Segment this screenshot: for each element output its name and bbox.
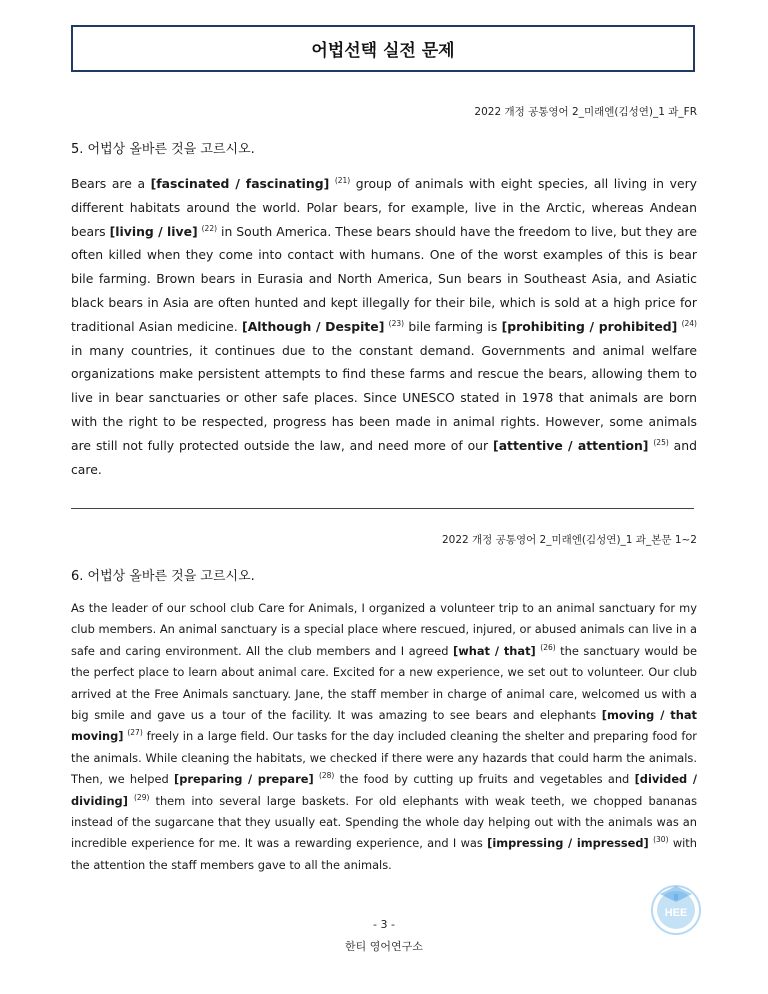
answer-choice: [divided / dividing] [71, 772, 697, 808]
blank-number: (28) [318, 771, 335, 781]
passage-text: the sanctuary would be the perfect place to learn about animal care. Excited for a new experience, we set out to volunteer. Our club arrived at the Free Animals sanctuary. Jane, the staff member in charge of animal care, welcomed us with a big smile and gave us a tour of the facility. It was amazing to see bears and elephants [71, 643, 697, 723]
q5-passage [71, 172, 697, 481]
passage-text: group of animals with eight species, all living in very different habitats around the world. Polar bears, for example, live in the Arctic, whereas Andean bears [71, 176, 697, 239]
passage-text: with the attention the staff members gave to all the animals. [71, 836, 697, 872]
hee-logo-icon [650, 880, 702, 936]
footer-org: 한티 영어연구소 [345, 940, 423, 953]
passage-text: in South America. These bears should have the freedom to live, but they are often killed when they come into contact with humans. One of the worst examples of this is bear bile farming. Brown bears in Eurasia and North America, Sun bears in Southeast Asia, and Asiatic black bears in Asia are often hunted and kept illegally for their bile, which is sold at a high price for traditional Asian medicine. [71, 223, 697, 334]
passage-text: them into several large baskets. For old elephants with weak teeth, we chopped bananas instead of the sugarcane that they usually eat. Spending the whole day helping out with the animals was an incredible experience for me. It was a rewarding experience, and I was [71, 793, 698, 851]
answer-choice: [Although / Despite] [242, 318, 385, 334]
q6-source: 2022 개정 공통영어 2_미래엔(김성연)_1 과_본문 1~2 [441, 534, 697, 546]
blank-number: (24) [681, 318, 697, 328]
passage-text: the food by cutting up fruits and vegetables and [334, 772, 635, 787]
answer-choice: [moving / that moving] [71, 708, 697, 744]
answer-choice: [fascinated / fascinating] [150, 176, 330, 191]
answer-choice: [what / that] [453, 643, 536, 658]
answer-choice: [preparing / prepare] [174, 772, 314, 787]
q6-question: 6. 어법상 올바른 것을 고르시오. [71, 569, 255, 584]
passage-text: Bears are a [71, 176, 151, 191]
passage-text: As the leader of our school club Care for Animals, I organized a volunteer trip to an animal sanctuary for my club members. An animal sanctuary is a special place where rescued, injured, or abused animals can live in a safe and caring environment. All the club members and I agreed [71, 601, 697, 658]
passage-text: bile farming is [404, 318, 502, 334]
answer-choice: [impressing / impressed] [487, 836, 649, 851]
q5-source: 2022 개정 공통영어 2_미래엔(김성연)_1 과_FR [474, 106, 697, 118]
q5-question: 5. 어법상 올바른 것을 고르시오. [71, 142, 255, 157]
blank-number: (25) [653, 437, 669, 447]
answer-choice: [attentive / attention] [493, 437, 649, 453]
passage-text: and care. [71, 437, 697, 477]
answer-choice: [prohibiting / prohibited] [501, 318, 678, 334]
passage-text: in many countries, it continues due to the constant demand. Governments and animal welfare organizations make persistent attempts to find these farms and rescue the bears, allowing them to live in bear sanctuaries or other safe places. Since UNESCO stated in 1978 that animals are born with the right to be respected, progress has been made in animal rights. However, some animals are still not fully protected outside the law, and need more of our [71, 342, 697, 453]
logo-text: HEE [664, 907, 688, 919]
blank-number: (29) [134, 792, 150, 802]
blank-number: (21) [334, 176, 351, 185]
page-title: 어법선택 실전 문제 [71, 25, 695, 72]
page-number: - 3 - [373, 918, 395, 931]
passage-text: freely in a large field. Our tasks for the day included cleaning the shelter and preparing food for the animals. While cleaning the habitats, we checked if there were any hazards that could harm the animals. Then, we helped [71, 729, 697, 787]
blank-number: (22) [201, 223, 218, 233]
blank-number: (23) [388, 318, 405, 328]
blank-number: (30) [653, 835, 669, 845]
section-divider [71, 508, 694, 509]
blank-number: (27) [127, 728, 143, 738]
q6-passage [71, 598, 697, 876]
answer-choice: [living / live] [109, 223, 198, 239]
blank-number: (26) [540, 642, 556, 652]
